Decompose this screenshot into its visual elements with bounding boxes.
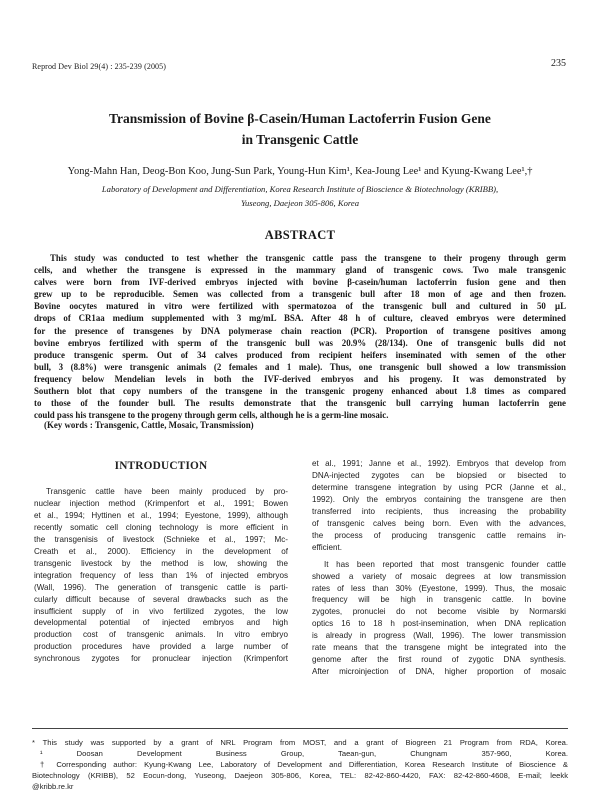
abstract-line: bull, 3 (8.8%) were transgenic animals (2 females and 1 male). Thus, one transgenic bull showed a low transmission xyxy=(34,361,566,372)
footnote-line: @kribb.re.kr xyxy=(32,782,74,791)
paper-title xyxy=(40,108,560,150)
abstract-line: bovine embryos fertilized with sperm of the transgenic bull was 20.9% (28/134). One of transgenic bulls did not xyxy=(34,337,566,348)
text-line: (Wall, 1996). The generation of transgenic cattle is parti- xyxy=(34,582,288,592)
text-line: production procedures have provided a large number of xyxy=(34,642,288,652)
text-line: transferred into recipients, thus increasing the probability xyxy=(312,506,566,516)
text-line: insufficient supply of in vivo fertilized zygotes, the low xyxy=(34,606,288,616)
text-line: recently somatic cell cloning technology is more efficient in xyxy=(34,522,288,532)
text-line: developmental potential of injected embryos and high xyxy=(34,618,288,628)
text-line: 1992). Only the embryos containing the transgene are then xyxy=(312,494,566,504)
abstract-line: for the presence of transgenes by DNA polymerase chain reaction (PCR). Proportion of transgene positives among xyxy=(34,325,566,336)
footnote-divider xyxy=(32,728,568,729)
text-line: efficient. xyxy=(312,542,342,552)
text-line: showed a variety of mosaic degrees at low transmission xyxy=(312,571,566,581)
title-line: Transmission of Bovine β-Casein/Human Lactoferrin Fusion Gene xyxy=(109,111,491,126)
introduction-right-paragraph-1 xyxy=(312,458,566,554)
abstract-line: Southern blot that copy numbers of the transgene in the transgenic progeny enhanced about 1.8 times as compared xyxy=(34,386,566,397)
text-line: Transgenic cattle have been mainly produced by pro- xyxy=(46,487,288,496)
footnotes xyxy=(32,737,568,792)
abstract-line: to those of the founder bull. The results demonstrate that the transgenic bull carrying human lactoferrin gene xyxy=(34,398,566,409)
text-line: It has been reported that most transgenic founder cattle xyxy=(324,559,566,569)
abstract-line: Bovine oocytes matured in vitro were fertilized with spermatozoa of the transgenic bull and cultured in 50 μL xyxy=(34,301,566,312)
left-column xyxy=(34,458,288,665)
running-head: Reprod Dev Biol 29(4) : 235-239 (2005) xyxy=(32,62,167,71)
footnote-line: Biotechnology (KRIBB), 52 Eocun-dong, Yuseong, Daejeon 305-806, Korea, TEL: 82-42-860-4420, FAX: 82-42-860-4608, E-mail; leekk xyxy=(32,771,568,780)
affiliation-line: Laboratory of Development and Differentiation, Korea Research Institute of Bioscience & Biotechnology (KRIBB), xyxy=(101,184,499,194)
text-line: is already in progress (Wall, 1996). The lower transmission xyxy=(312,631,566,641)
footnote-line: * This study was supported by a grant of NRL Program from MOST, and a grant of Biogreen 21 Program from RDA, Korea. xyxy=(32,738,568,747)
text-line: integration frequency of less than 1% of injected embryos xyxy=(34,570,288,580)
footnote-line: ¹ Doosan Development Business Group, Taean-gun, Chungnam 357-960, Korea. xyxy=(40,749,568,758)
text-line: DNA-injected zygotes can be biopsied or bisected to xyxy=(312,470,566,480)
author-list: Yong-Mahn Han, Deog-Bon Koo, Jung-Sun Park, Young-Hun Kim¹, Kea-Joung Lee¹ and Kyung-Kwang Lee¹,† xyxy=(67,166,533,177)
abstract-line: could pass his transgene to the progeny through germ cells, although he is a germ-line mosaic. xyxy=(34,410,389,421)
text-line: et al., 1991; Janne et al., 1992). Embryos that develop from xyxy=(312,459,566,468)
text-line: cularly difficult because of several drawbacks such as the xyxy=(34,594,288,604)
text-line: After microinjection of DNA, higher proportion of mosaic xyxy=(312,667,566,677)
page-number: 235 xyxy=(551,58,566,69)
text-line: transgenic livestock by the method is low, showing the xyxy=(34,558,288,568)
abstract-line: produce transgenic sperm. Out of 34 calves produced from recipient heifers inseminated with semen of the other xyxy=(34,349,566,360)
text-line: nuclear injection method (Krimpenfort et al., 1991; Bowen xyxy=(34,498,288,508)
text-line: genome after the first round of zygotic DNA synthesis. xyxy=(312,655,566,665)
abstract-line: This study was conducted to test whether the transgenic cattle pass the transgene to their progeny through germ xyxy=(50,253,566,263)
abstract-body xyxy=(34,252,566,421)
text-line: optics 16 to 18 h post-insemination, when DNA replication xyxy=(312,619,566,629)
text-line: Creath et al., 2000). Efficiency in the development of xyxy=(34,546,288,556)
text-line: of transgenic calves being born. Even with the advances, xyxy=(312,518,566,528)
text-line: production cost of transgenic animals. In vitro embryo xyxy=(34,630,288,640)
keywords: (Key words : Transgenic, Cattle, Mosaic, Transmission) xyxy=(44,420,254,430)
introduction-left-text xyxy=(34,486,288,665)
introduction-right-paragraph-2 xyxy=(312,559,566,679)
text-line: frequency will be high in transgenic cattle. In bovine xyxy=(312,595,566,605)
right-column xyxy=(312,458,566,678)
abstract-line: grew up to be reproducible. Semen was collected from a transgenic bull after 18 mon of age and then frozen. xyxy=(34,289,566,300)
text-line: et al., 1994; Hyttinen et al., 1994; Eyestone, 1999), although xyxy=(34,510,288,520)
abstract-line: frequency below Mendelian levels in both the IVF-derived embryos and his progeny. It was demonstrated by xyxy=(34,373,566,384)
title-line: in Transgenic Cattle xyxy=(241,132,359,147)
text-line: determine transgene integration by using PCR (Janne et al., xyxy=(312,482,566,492)
text-line: synchronous zygotes for pronuclear injection (Krimpenfort xyxy=(34,654,288,664)
text-line: zygotes, pronuclei do not become visible by Normarski xyxy=(312,607,566,617)
introduction-heading: INTRODUCTION xyxy=(114,460,208,472)
footnote-line: † Corresponding author: Kyung-Kwang Lee, Laboratory of Development and Differentiation, Korea Research Institute of Bioscience & xyxy=(40,760,568,769)
text-line: the process of producing transgenic cattle remains in- xyxy=(312,530,566,540)
abstract-line: cells, and whether the transgene is expressed in the mammary gland of transgenic cows. Two male transgenic xyxy=(34,265,566,276)
text-line: rate means that the transgene might be integrated into the xyxy=(312,643,566,653)
text-line: rates of less than 30% (Eyestone, 1999). Thus, the mosaic xyxy=(312,583,566,593)
abstract-heading: ABSTRACT xyxy=(264,228,336,242)
text-line: the transgenisis of livestock (Schnieke et al., 1997; Mc- xyxy=(34,534,288,544)
affiliation-line: Yuseong, Daejeon 305-806, Korea xyxy=(241,198,359,208)
abstract-line: calves were born from IVF-derived embryos injected with bovine β-casein/human lactoferrin fusion gene and then xyxy=(34,277,566,288)
abstract-line: drops of CR1aa medium supplemented with 3 mg/mL BSA. After 48 h of culture, cleaved embryos were determined xyxy=(34,313,566,324)
